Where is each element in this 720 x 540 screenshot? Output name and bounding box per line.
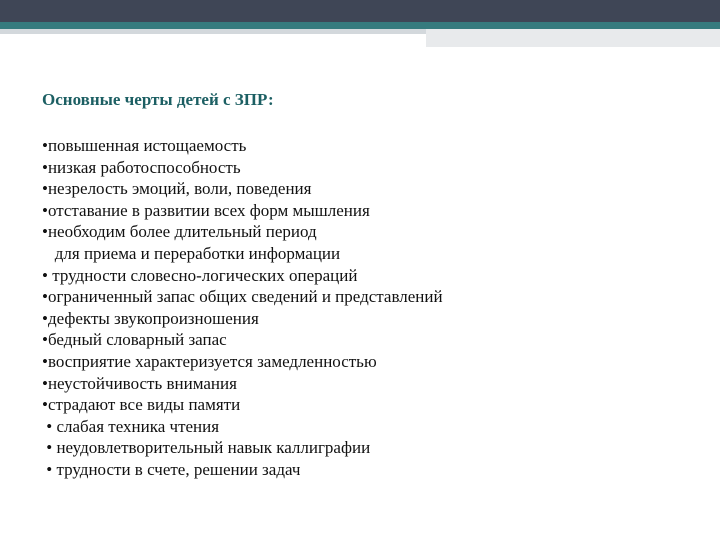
list-item: •незрелость эмоций, воли, поведения — [42, 179, 312, 199]
list-item: •ограниченный запас общих сведений и представлений — [42, 287, 443, 307]
feature-list — [42, 135, 702, 481]
list-item: •повышенная истощаемость — [42, 136, 247, 155]
list-item: •отставание в развитии всех форм мышления — [42, 200, 370, 220]
list-item: • слабая техника чтения — [42, 416, 220, 436]
accent-line — [0, 22, 720, 29]
list-item: • трудности словесно-логических операций — [42, 265, 358, 285]
list-item: • неудовлетворительный навык каллиграфии — [42, 438, 371, 458]
list-item: •низкая работоспособность — [42, 157, 241, 177]
list-item: •страдают все виды памяти — [42, 395, 241, 415]
top-decorative-band — [0, 0, 720, 22]
list-item: для приема и переработки информации — [42, 243, 341, 263]
right-decorative-panel — [426, 29, 720, 47]
list-item: •восприятие характеризуется замедленностью — [42, 351, 377, 371]
list-item: •необходим более длительный период — [42, 222, 317, 242]
list-item: •дефекты звукопроизношения — [42, 308, 259, 328]
list-item: • трудности в счете, решении задач — [42, 459, 301, 479]
under-band — [0, 29, 426, 34]
list-item: •бедный словарный запас — [42, 330, 227, 350]
slide-heading: Основные черты детей с ЗПР: — [42, 90, 274, 109]
slide-content — [42, 88, 702, 481]
list-item: •неустойчивость внимания — [42, 373, 237, 393]
